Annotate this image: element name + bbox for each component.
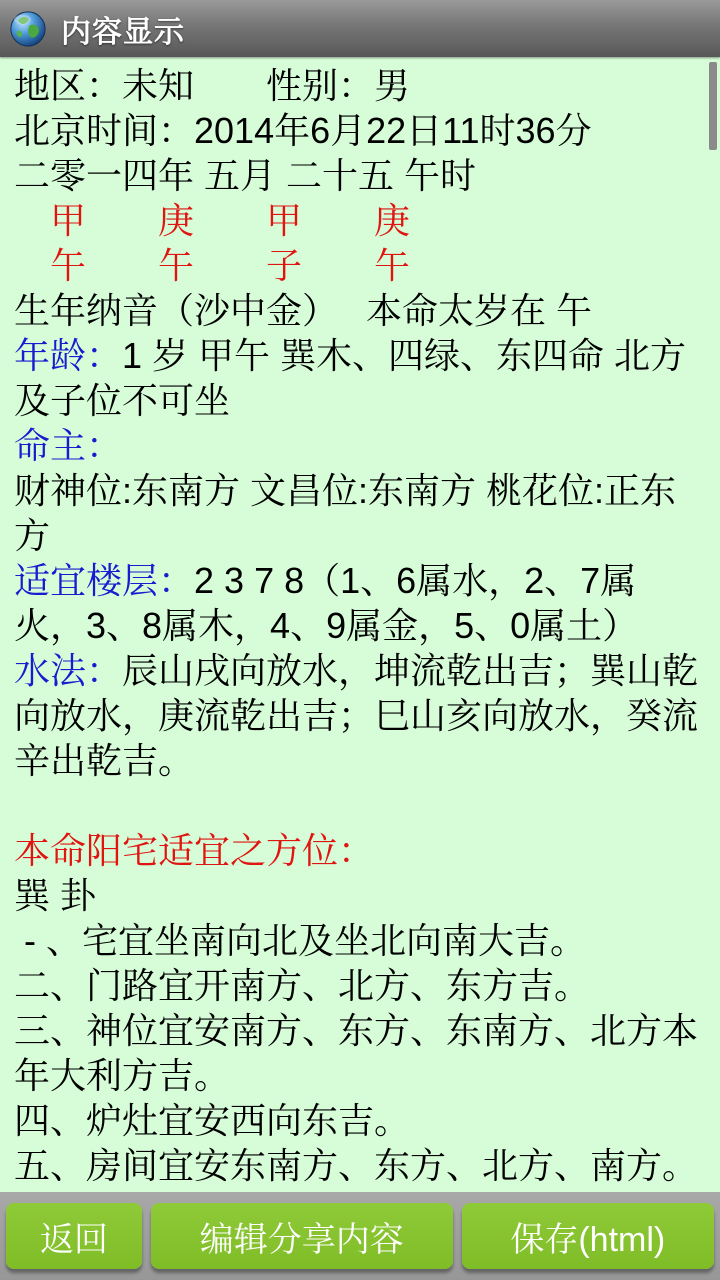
text-segment: 生年纳音（沙中金） 本命太岁在 午 <box>14 290 593 331</box>
text-segment: 辰山戌向放水，坤流乾出吉；巽山乾 <box>122 650 699 691</box>
text-segment: 甲 庚 甲 庚 <box>14 200 411 241</box>
text-segment: 方 <box>14 515 51 556</box>
text-segment: 四、炉灶宜安西向东吉。 <box>14 1100 411 1141</box>
edit-share-button[interactable]: 编辑分享内容 <box>151 1203 453 1269</box>
content-line <box>14 63 720 108</box>
content-line <box>14 198 720 243</box>
text-segment: 财神位:东南方 文昌位:东南方 桃花位:正东 <box>14 470 677 511</box>
text-segment: 向放水，庚流乾出吉；巳山亥向放水，癸流 <box>14 695 699 736</box>
text-segment: 1 岁 甲午 巽木、四绿、东四命 北方 <box>122 335 687 376</box>
save-html-button[interactable]: 保存(html) <box>462 1203 714 1269</box>
text-segment: 北京时间：2014年6月22日11时36分 <box>14 110 592 151</box>
text-segment: 水法： <box>14 650 123 691</box>
text-segment: 辛出乾吉。 <box>14 740 195 781</box>
content-line <box>14 333 720 378</box>
text-segment: 午 午 子 午 <box>14 245 411 286</box>
page-title: 内容显示 <box>61 15 185 49</box>
content-line <box>14 513 720 558</box>
content-line <box>14 288 720 333</box>
content-line <box>14 603 720 648</box>
content-line <box>14 558 720 603</box>
content-line <box>14 1098 720 1143</box>
content-line <box>14 1008 720 1053</box>
text-segment: - 、宅宜坐南向北及坐北向南大吉。 <box>14 920 586 961</box>
text-segment: 二零一四年 五月 二十五 午时 <box>14 155 477 196</box>
content-line <box>14 243 720 288</box>
text-segment: 五、房间宜安东南方、东方、北方、南方。 <box>14 1145 699 1186</box>
content-line <box>14 693 720 738</box>
text-segment: 二、门路宜开南方、北方、东方吉。 <box>14 965 591 1006</box>
globe-icon <box>9 10 47 48</box>
back-button[interactable]: 返回 <box>6 1203 142 1269</box>
text-segment: 年龄： <box>14 335 123 376</box>
content-line <box>14 648 720 693</box>
content-line <box>14 963 720 1008</box>
content-line <box>14 783 720 828</box>
content-line <box>14 423 720 468</box>
title-bar <box>0 0 720 57</box>
content-line <box>14 108 720 153</box>
text-segment: 火，3、8属木，4、9属金，5、0属土） <box>14 605 639 646</box>
text-segment: 三、神位宜安南方、东方、东南方、北方本 <box>14 1010 699 1051</box>
text-segment: 地区：未知 性别：男 <box>14 65 411 106</box>
content-line <box>14 1143 720 1188</box>
text-segment: 年大利方吉。 <box>14 1055 231 1096</box>
bottom-bar <box>0 1192 720 1280</box>
content-line <box>14 153 720 198</box>
content-line <box>14 378 720 423</box>
content-lines <box>14 63 720 1233</box>
text-segment: 2 3 7 8（1、6属水，2、7属 <box>194 560 637 601</box>
content-area[interactable] <box>0 57 720 1192</box>
text-segment: 及子位不可坐 <box>14 380 231 421</box>
text-segment: 巽 卦 <box>14 875 97 916</box>
content-line <box>14 873 720 918</box>
content-line <box>14 1053 720 1098</box>
content-line <box>14 738 720 783</box>
text-segment: 适宜楼层： <box>14 560 195 601</box>
scrollbar-thumb[interactable] <box>709 62 717 150</box>
text-segment: 本命阳宅适宜之方位： <box>14 830 375 871</box>
content-line <box>14 918 720 963</box>
text-segment: 命主： <box>14 425 123 466</box>
content-line <box>14 828 720 873</box>
content-line <box>14 468 720 513</box>
